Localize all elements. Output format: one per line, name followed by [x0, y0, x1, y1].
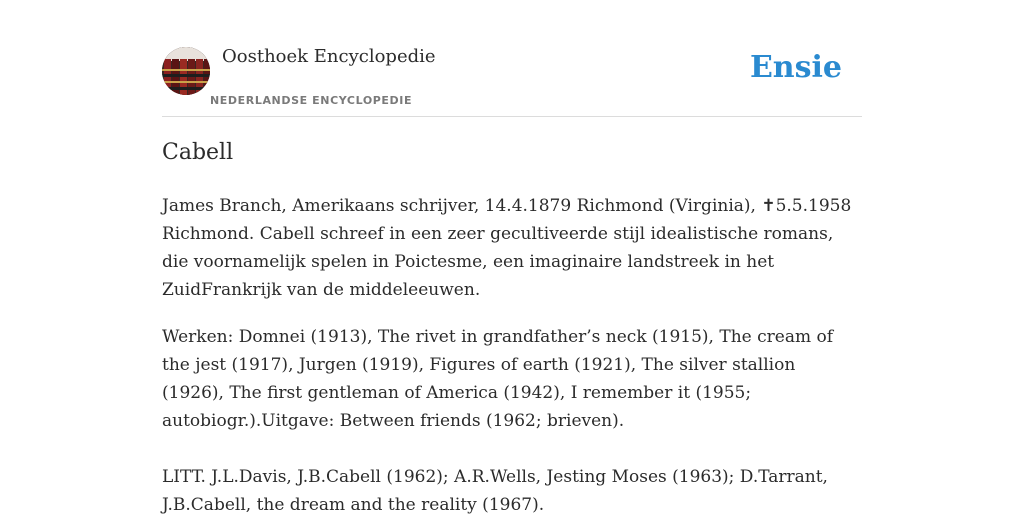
- article-paragraph-intro: James Branch, Amerikaans schrijver, 14.4.1879 Richmond (Virginia), ✝5.5.1958 Richmond. Cabell schreef in een zeer gecultiveerde stijl idealistische romans, die voornamelijk spelen in Poictesme, een imaginaire landstreek in het ZuidFrankrijk van de middeleeuwen.: [162, 196, 852, 300]
- books-image: [162, 47, 210, 95]
- article-paragraph-works: Werken: Domnei (1913), The rivet in grandfather’s neck (1915), The cream of the jest (1917), Jurgen (1919), Figures of earth (1921), The silver stallion (1926), The first gentleman of America (1942), I remember it (1955; autobiogr.).Uitgave: Between friends (1962; brieven).: [162, 327, 834, 431]
- article-title: Cabell: [162, 140, 234, 165]
- page-container: [162, 0, 862, 515]
- site-subtitle: NEDERLANDSE ENCYCLOPEDIE: [210, 94, 413, 107]
- site-title[interactable]: Oosthoek Encyclopedie: [222, 46, 436, 67]
- article-paragraph-literature: LITT. J.L.Davis, J.B.Cabell (1962); A.R.Wells, Jesting Moses (1963); D.Tarrant, J.B.Cabell, the dream and the reality (1967).: [162, 467, 828, 515]
- brand-logo[interactable]: Ensie: [749, 50, 842, 85]
- site-header: [162, 0, 862, 117]
- encyclopedia-books-icon[interactable]: [162, 47, 210, 95]
